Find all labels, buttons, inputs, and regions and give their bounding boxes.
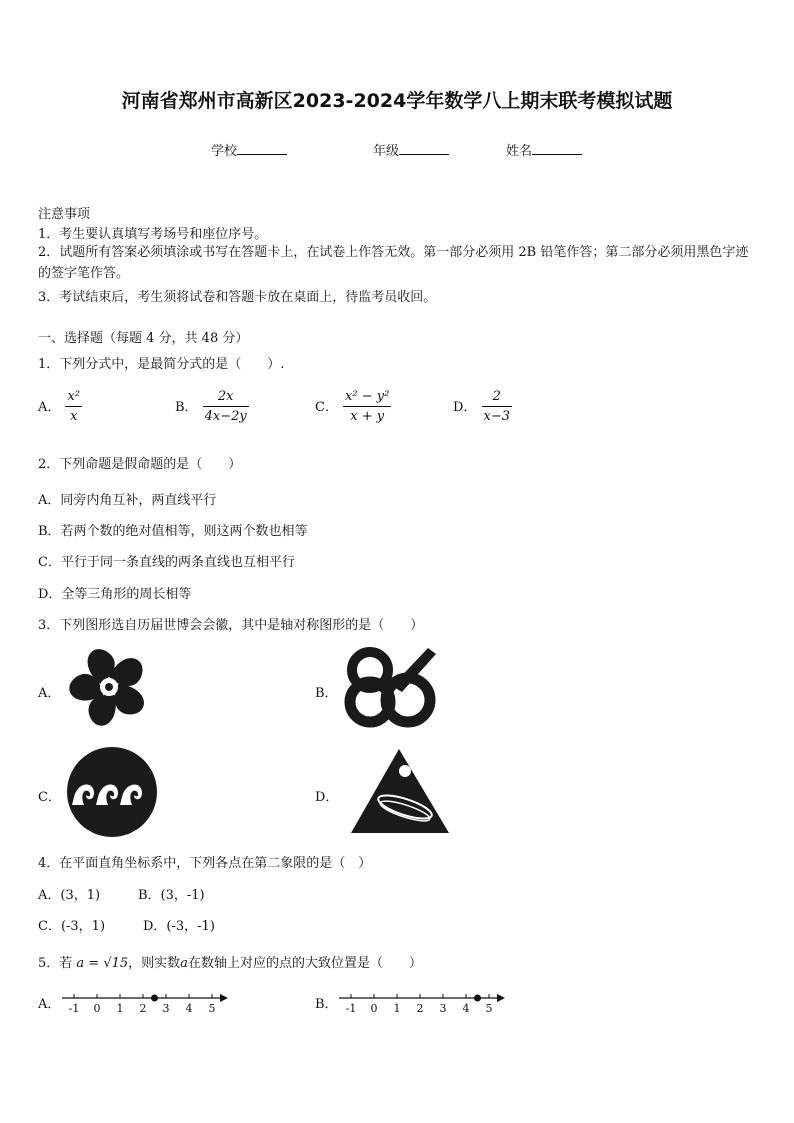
- point-marker: [474, 995, 481, 1002]
- q5-stem-prefix: 5．若: [38, 956, 73, 971]
- numerator: x² − y²: [345, 389, 390, 404]
- tick-label: 0: [370, 1002, 378, 1015]
- option-label: B．: [175, 400, 198, 415]
- tick-label: 3: [439, 1002, 447, 1015]
- name-blank: [532, 142, 582, 155]
- denominator: x−3: [482, 406, 513, 424]
- q2-option: D．全等三角形的周长相等: [38, 587, 192, 602]
- grade-blank: [399, 142, 449, 155]
- number-line-a: [60, 988, 235, 1020]
- tick-label: -1: [68, 1002, 80, 1015]
- q5-stem: [38, 952, 422, 971]
- denominator: 4x−2y: [203, 406, 249, 424]
- q2-option: C．平行于同一条直线的两条直线也互相平行: [38, 555, 295, 570]
- q5-label-b: B．: [315, 997, 338, 1012]
- notes-heading: 注意事项: [38, 207, 91, 222]
- q1-option-b: [175, 389, 249, 424]
- numerator: 2: [492, 389, 501, 404]
- q4-option: D．(-3，-1): [143, 919, 215, 934]
- page-title: 河南省郑州市高新区2023-2024学年数学八上期末联考模拟试题: [121, 90, 673, 112]
- name-label: 姓名: [506, 144, 533, 159]
- grade-field: [373, 140, 449, 159]
- tick-label: 1: [116, 1002, 124, 1015]
- q1-option-c: [315, 389, 391, 424]
- tick-label: 2: [416, 1002, 424, 1015]
- fraction: [65, 389, 82, 424]
- q5-variable: a: [180, 956, 188, 971]
- tick-label: 4: [462, 1002, 470, 1015]
- axis-arrow: [220, 994, 228, 1002]
- fraction: [203, 389, 249, 424]
- grade-label: 年级: [373, 144, 400, 159]
- q3-label-b: B．: [315, 686, 338, 701]
- tick-label: 5: [485, 1002, 493, 1015]
- tick-label: 5: [208, 1002, 216, 1015]
- q3-label-d: D．: [315, 790, 339, 805]
- note-item: 2．试题所有答案必须填涂或书写在答题卡上，在试卷上作答无效。第一部分必须用 2B 铅笔作答；第二部分必须用黑色字迹的签字笔作答。: [38, 245, 749, 281]
- wave-emblem-icon: [62, 745, 162, 840]
- option-label: A．: [38, 400, 61, 415]
- number-line-b: [337, 988, 512, 1020]
- denominator: x + y: [343, 406, 391, 424]
- denominator: x: [65, 406, 82, 424]
- q5-stem-end: 在数轴上对应的点的大致位置是（ ）: [187, 956, 422, 971]
- point-marker: [151, 995, 158, 1002]
- q4-option: C．(-3，1): [38, 919, 106, 934]
- numerator: 2x: [217, 389, 234, 404]
- school-blank: [237, 142, 287, 155]
- note-item: 3．考试结束后，考生须将试卷和答题卡放在桌面上，待监考员收回。: [38, 290, 437, 305]
- q5-stem-suffix: ，则实数: [128, 956, 181, 971]
- q2-stem: 2．下列命题是假命题的是（ ）: [38, 457, 242, 472]
- ring-emblem-icon: [340, 640, 440, 740]
- q5-label-a: A．: [38, 997, 61, 1012]
- q2-option: B．若两个数的绝对值相等，则这两个数也相等: [38, 524, 308, 539]
- option-label: D．: [453, 400, 477, 415]
- q1-stem: 1．下列分式中，是最简分式的是（ ）.: [38, 357, 285, 372]
- tick-label: 3: [162, 1002, 170, 1015]
- triangle-emblem-icon: [345, 745, 455, 837]
- axis-arrow: [497, 994, 505, 1002]
- numerator: x²: [67, 389, 81, 404]
- note-item: 1．考生要认真填写考场号和座位序号。: [38, 227, 268, 242]
- q2-option: A．同旁内角互补，两直线平行: [38, 493, 217, 508]
- tick-label: 4: [185, 1002, 193, 1015]
- name-field: [506, 140, 582, 159]
- q3-stem: 3．下列图形选自历届世博会会徽，其中是轴对称图形的是（ ）: [38, 618, 424, 633]
- section-heading: 一、选择题（每题 4 分，共 48 分）: [38, 331, 249, 346]
- q4-stem: 4．在平面直角坐标系中，下列各点在第二象限的是（ ）: [38, 856, 372, 871]
- q5-formula: a = √15: [76, 956, 129, 971]
- tick-label: 2: [139, 1002, 147, 1015]
- tick-label: -1: [345, 1002, 357, 1015]
- flower-emblem-icon: [62, 640, 157, 735]
- q4-option: B．(3，-1): [138, 888, 205, 903]
- fraction: [343, 389, 391, 424]
- school-label: 学校: [211, 144, 238, 159]
- q1-option-d: [453, 389, 512, 424]
- option-label: C．: [315, 400, 338, 415]
- q4-option: A．(3，1): [38, 888, 101, 903]
- tick-label: 1: [393, 1002, 401, 1015]
- q3-label-c: C．: [38, 790, 61, 805]
- tick-label: 0: [93, 1002, 101, 1015]
- fraction: [482, 389, 513, 424]
- q1-option-a: [38, 389, 82, 424]
- school-field: [211, 140, 287, 159]
- q3-label-a: A．: [38, 686, 61, 701]
